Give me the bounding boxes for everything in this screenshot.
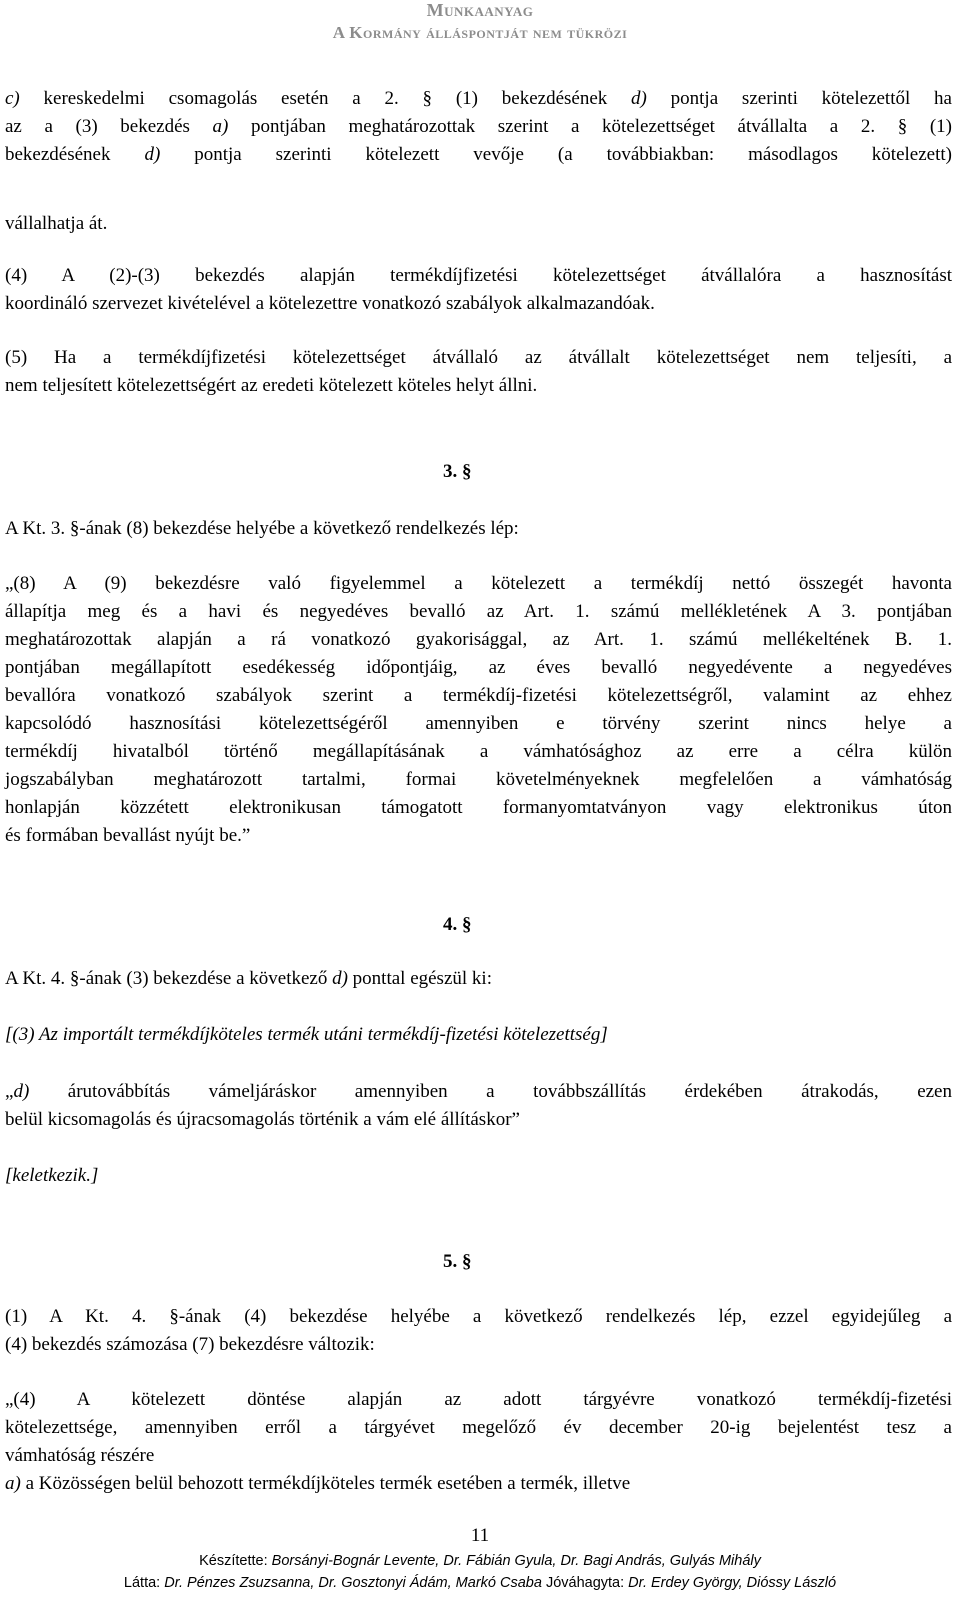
paragraph-d: „d) árutovábbítás vámeljáráskor amennyiben a továbbszállítás érdekében átrakodás, ezen belül kicsomagolás és újracsomagolás történik a vám elé állításkor” <box>5 1081 952 1130</box>
paragraph-kt4: A Kt. 4. §-ának (3) bekezdése a következő d) ponttal egészül ki: <box>5 968 492 989</box>
section-5-heading: 5. § <box>443 1251 472 1272</box>
page-number: 11 <box>470 1525 490 1546</box>
paragraph-8: „(8) A (9) bekezdésre való figyelemmel a kötelezett a termékdíj nettó összegét havonta állapítja meg és a havi és negyedéves bevalló az Art. 1. számú mellékletének A 3. pontjában meghatározottak alapján a rá vonatkozó gyakorisággal, az Art. 1. számú mellékeltének B. 1. pontjában megállapított esedékesség időpontjáig, az éves bevalló negyedévente a negyedéves bevallóra vonatkozó szabályok szerint a termékdíj-fizetési kötelezettségről, valamint az ehhez kapcsolódó hasznosítási kötelezettségéről amennyiben e törvény szerint nincs helye a termékdíj hivatalból történő megállapításának a vámhatósághoz az erre a célra külön jogszabályban meghatározott tartalmi, formai követelményeknek megfelelően a vámhatóság honlapján közzétett elektronikusan támogatott formanyomtatványon vagy elektronikus úton és formában bevallást nyújt be.” <box>5 573 952 846</box>
header-title: Munkaanyag <box>426 0 534 20</box>
section-4-heading: 4. § <box>443 914 472 935</box>
footer-prepared: Készítette: Borsányi-Bognár Levente, Dr. Fábián Gyula, Dr. Bagi András, Gulyás Mihály <box>199 1553 761 1569</box>
paragraph-3-import: [(3) Az importált termékdíjköteles termék utáni termékdíj-fizetési kötelezettség] <box>5 1024 608 1045</box>
paragraph-4: (4) A (2)-(3) bekezdés alapján termékdíjfizetési kötelezettséget átvállalóra a hasznosítást koordináló szervezet kivételével a kötelezettre vonatkozó szabályok alkalmazandóak. <box>5 265 952 314</box>
paragraph-kt4-4: (1) A Kt. 4. §-ának (4) bekezdése helyébe a következő rendelkezés lép, ezzel egyidejűleg a (4) bekezdés számozása (7) bekezdésre változik: <box>5 1306 952 1355</box>
paragraph-5: (5) Ha a termékdíjfizetési kötelezettséget átvállaló az átvállalt kötelezettséget nem teljesíti, a nem teljesített kötelezettségért az eredeti kötelezett köteles helyt állni. <box>5 347 952 396</box>
paragraph-c: c) kereskedelmi csomagolás esetén a 2. § (1) bekezdésének d) pontja szerinti kötelezettől ha az a (3) bekezdés a) pontjában meghatározottak szerint a kötelezettséget átvállalta a 2. § (1) bekezdésének d) pontja szerinti kötelezett vevője (a továbbiakban: másodlagos kötelezett) <box>5 88 952 165</box>
footer-approval: Látta: Dr. Pénzes Zsuzsanna, Dr. Gosztonyi Ádám, Markó Csaba Jóváhagyta: Dr. Erdey György, Dióssy László <box>123 1575 837 1591</box>
section-3-heading: 3. § <box>443 461 472 482</box>
paragraph-kt3: A Kt. 3. §-ának (8) bekezdése helyébe a következő rendelkezés lép: <box>5 518 519 539</box>
paragraph-c-end: vállalhatja át. <box>5 213 108 234</box>
paragraph-keletkezik: [keletkezik.] <box>5 1165 99 1186</box>
header-subtitle: A Kormány álláspontját nem tükrözi <box>332 23 628 42</box>
paragraph-4-new: „(4) A kötelezett döntése alapján az adott tárgyévre vonatkozó termékdíj-fizetési kötelezettsége, amennyiben erről a tárgyévet megelőző év december 20-ig bejelentést tesz a vámhatóság részére a) a Közösségen belül behozott termékdíjköteles termék esetében a termék, illetve <box>5 1389 952 1494</box>
